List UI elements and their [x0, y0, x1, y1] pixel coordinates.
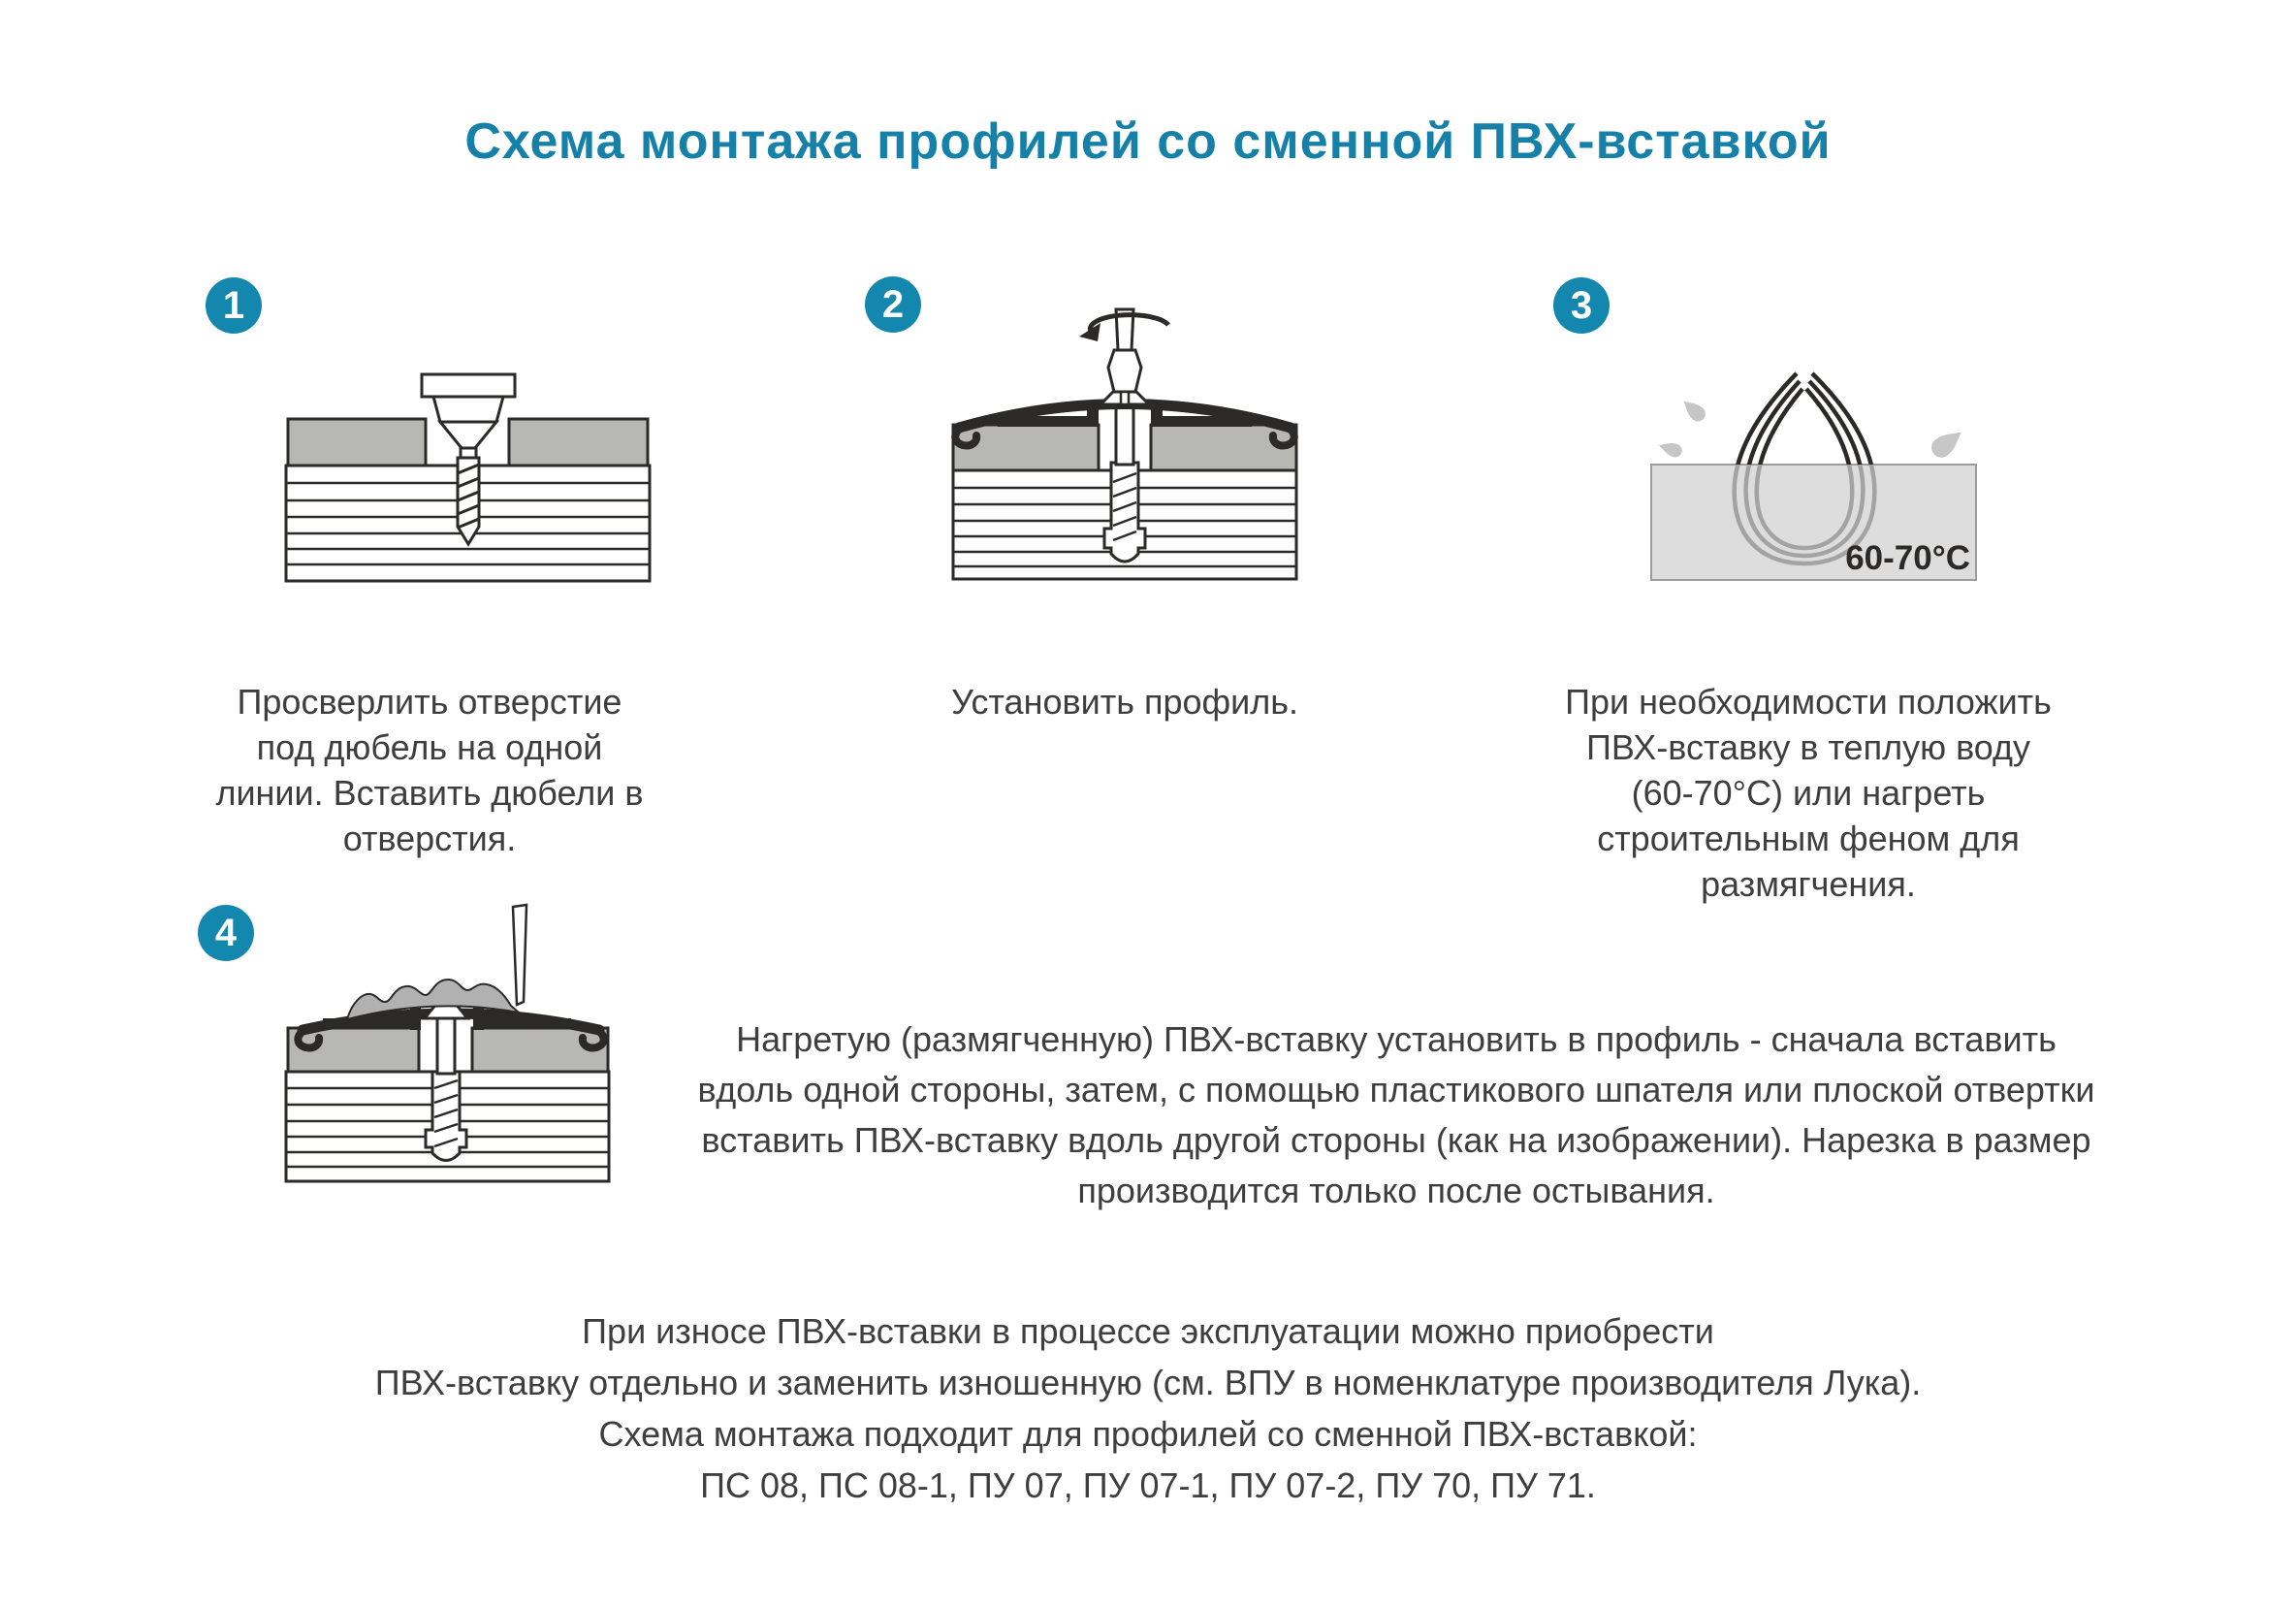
step4-insert-pvc-illustration: [276, 902, 625, 1188]
step3-warm-water-illustration: [1639, 364, 1988, 587]
splash-droplet-icons: [1657, 396, 1967, 462]
footer-line: ПС 08, ПС 08-1, ПУ 07, ПУ 07-1, ПУ 07-2, ПУ 70, ПУ 71.: [700, 1465, 1596, 1505]
screwdriver-tip-icon: [513, 905, 526, 1005]
step3-number-badge: 3: [1553, 277, 1610, 334]
screwdriver-icon: [1108, 309, 1141, 404]
footer-line: Схема монтажа подходит для профилей со сменной ПВХ-вставкой:: [598, 1414, 1698, 1454]
footer-line: При износе ПВХ-вставки в процессе эксплуатации можно приобрести: [582, 1311, 1714, 1351]
step4-number-badge: 4: [198, 905, 254, 961]
page-title: Схема монтажа профилей со сменной ПВХ-вставкой: [464, 113, 1832, 170]
step1-caption: Просверлить отверстие под дюбель на одной линии. Вставить дюбели в отверстия.: [215, 682, 644, 858]
screw-and-dowel: [1104, 404, 1145, 562]
step4-caption: Нагретую (размягченную) ПВХ-вставку установить в профиль - сначала вставить вдоль одной стороны, затем, с помощью пластикового шпателя или плоской отвертки вставить ПВХ-вставку вдоль другой стороны (как на изображении). Нарезка в размер производится только после остывания.: [697, 1019, 2095, 1210]
step3-caption: При необходимости положить ПВХ-вставку в теплую воду (60-70°С) или нагреть строительным феном для размягчения.: [1565, 682, 2052, 904]
footer-line: ПВХ-вставку отдельно и заменить изношенную (см. ВПУ в номенклатуре производителя Лука).: [374, 1363, 1922, 1402]
step1-dowel-illustration: [281, 367, 654, 585]
step2-number-badge: 2: [865, 276, 921, 333]
footer-note: [0, 1305, 2296, 1511]
water-temperature-label: 60-70°C: [1845, 539, 1970, 577]
screw-and-dowel: [426, 1018, 466, 1161]
step2-profile-install-illustration: [945, 247, 1304, 582]
step2-caption: Установить профиль.: [951, 682, 1298, 722]
step1-number-badge: 1: [206, 277, 262, 334]
